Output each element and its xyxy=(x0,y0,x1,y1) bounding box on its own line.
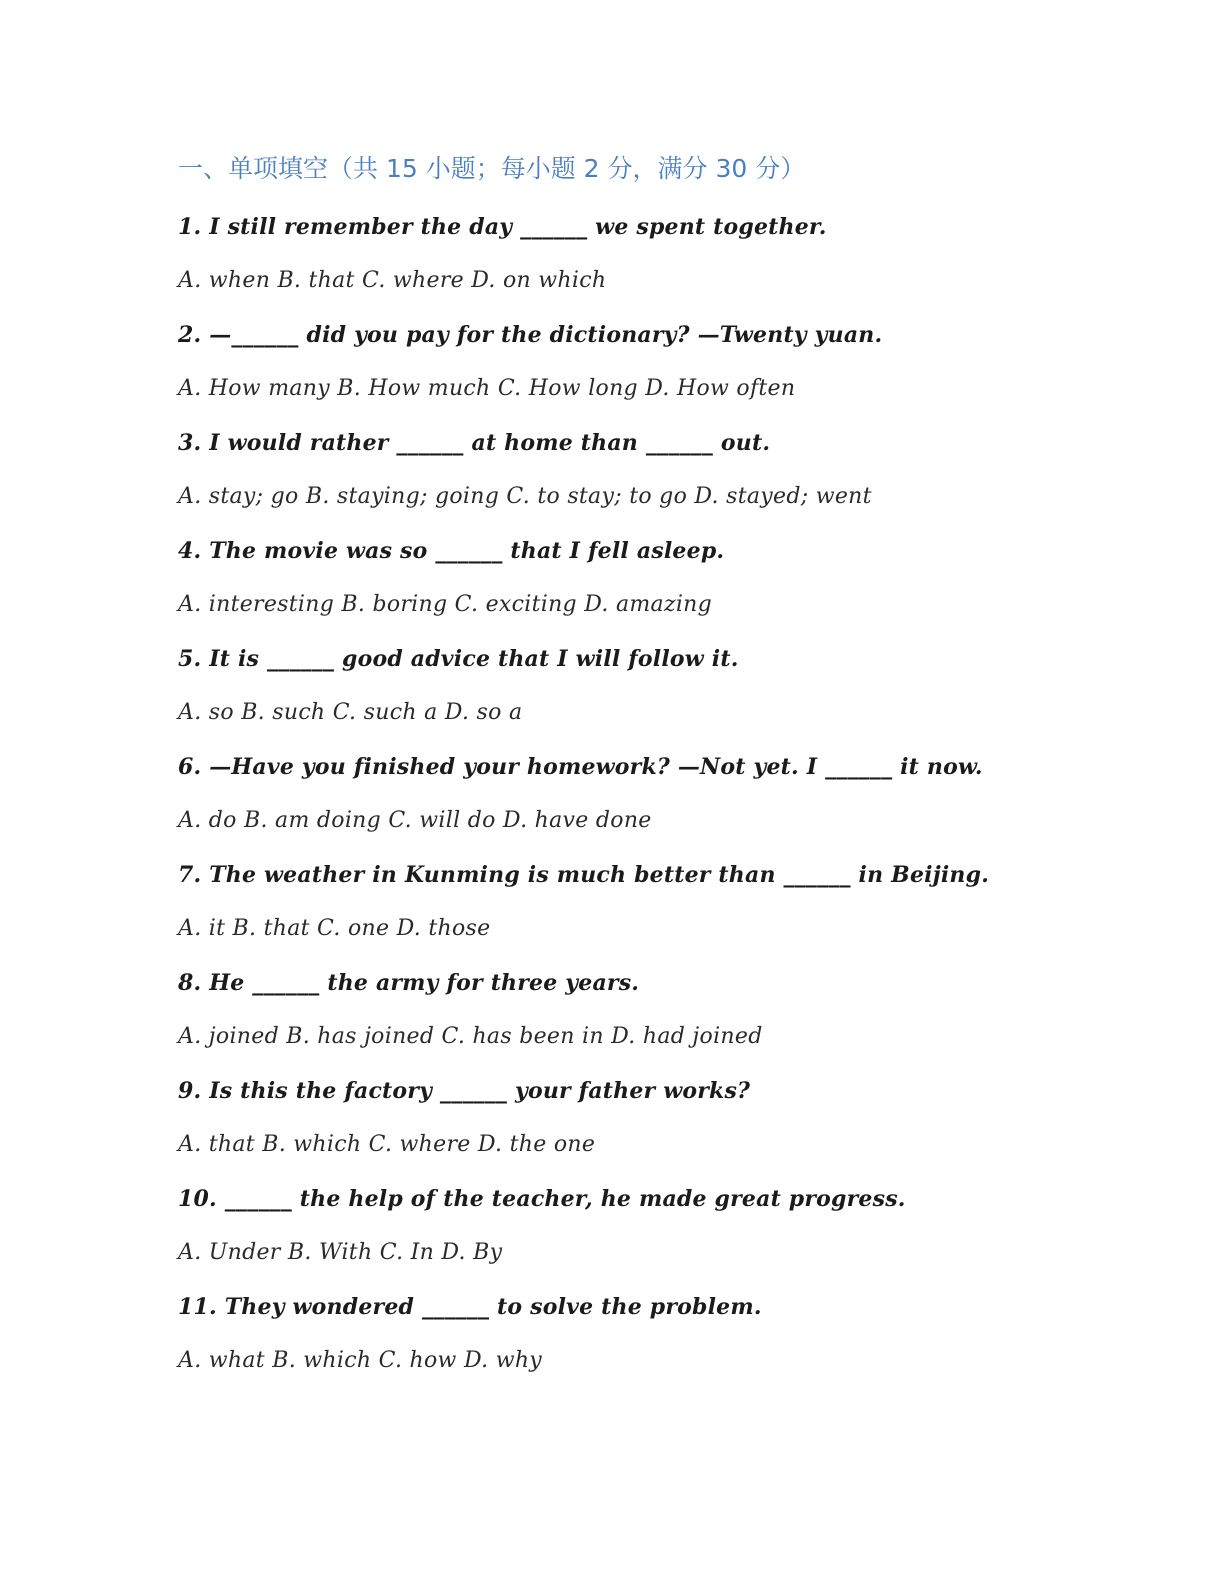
question-10: 10. ______ the help of the teacher, he made great progress. xyxy=(178,1186,906,1212)
options-6: A. do B. am doing C. will do D. have done xyxy=(178,808,652,833)
options-7: A. it B. that C. one D. those xyxy=(178,916,491,941)
question-list xyxy=(178,200,1158,1388)
question-6: 6. —Have you finished your homework? —Not yet. I ______ it now. xyxy=(178,754,983,780)
question-2: 2. —______ did you pay for the dictionary? —Twenty yuan. xyxy=(178,322,883,348)
options-2: A. How many B. How much C. How long D. How often xyxy=(178,376,796,401)
question-7: 7. The weather in Kunming is much better than ______ in Beijing. xyxy=(178,862,990,888)
options-9: A. that B. which C. where D. the one xyxy=(178,1132,596,1157)
options-11: A. what B. which C. how D. why xyxy=(178,1348,543,1373)
options-10: A. Under B. With C. In D. By xyxy=(178,1240,503,1265)
options-1: A. when B. that C. where D. on which xyxy=(178,268,607,293)
question-9: 9. Is this the factory ______ your father works? xyxy=(178,1078,751,1104)
options-3: A. stay; go B. staying; going C. to stay; to go D. stayed; went xyxy=(178,484,872,509)
question-3: 3. I would rather ______ at home than ______ out. xyxy=(178,430,771,456)
question-5: 5. It is ______ good advice that I will follow it. xyxy=(178,646,739,672)
question-11: 11. They wondered ______ to solve the problem. xyxy=(178,1294,762,1320)
question-1: 1. I still remember the day ______ we spent together. xyxy=(178,214,827,240)
options-4: A. interesting B. boring C. exciting D. amazing xyxy=(178,592,713,617)
question-4: 4. The movie was so ______ that I fell asleep. xyxy=(178,538,725,564)
question-8: 8. He ______ the army for three years. xyxy=(178,970,640,996)
options-5: A. so B. such C. such a D. so a xyxy=(178,700,523,725)
options-8: A. joined B. has joined C. has been in D. had joined xyxy=(178,1024,763,1049)
section-title: 一、单项填空（共 15 小题；每小题 2 分，满分 30 分） xyxy=(178,154,806,183)
page-content xyxy=(178,146,1158,1388)
